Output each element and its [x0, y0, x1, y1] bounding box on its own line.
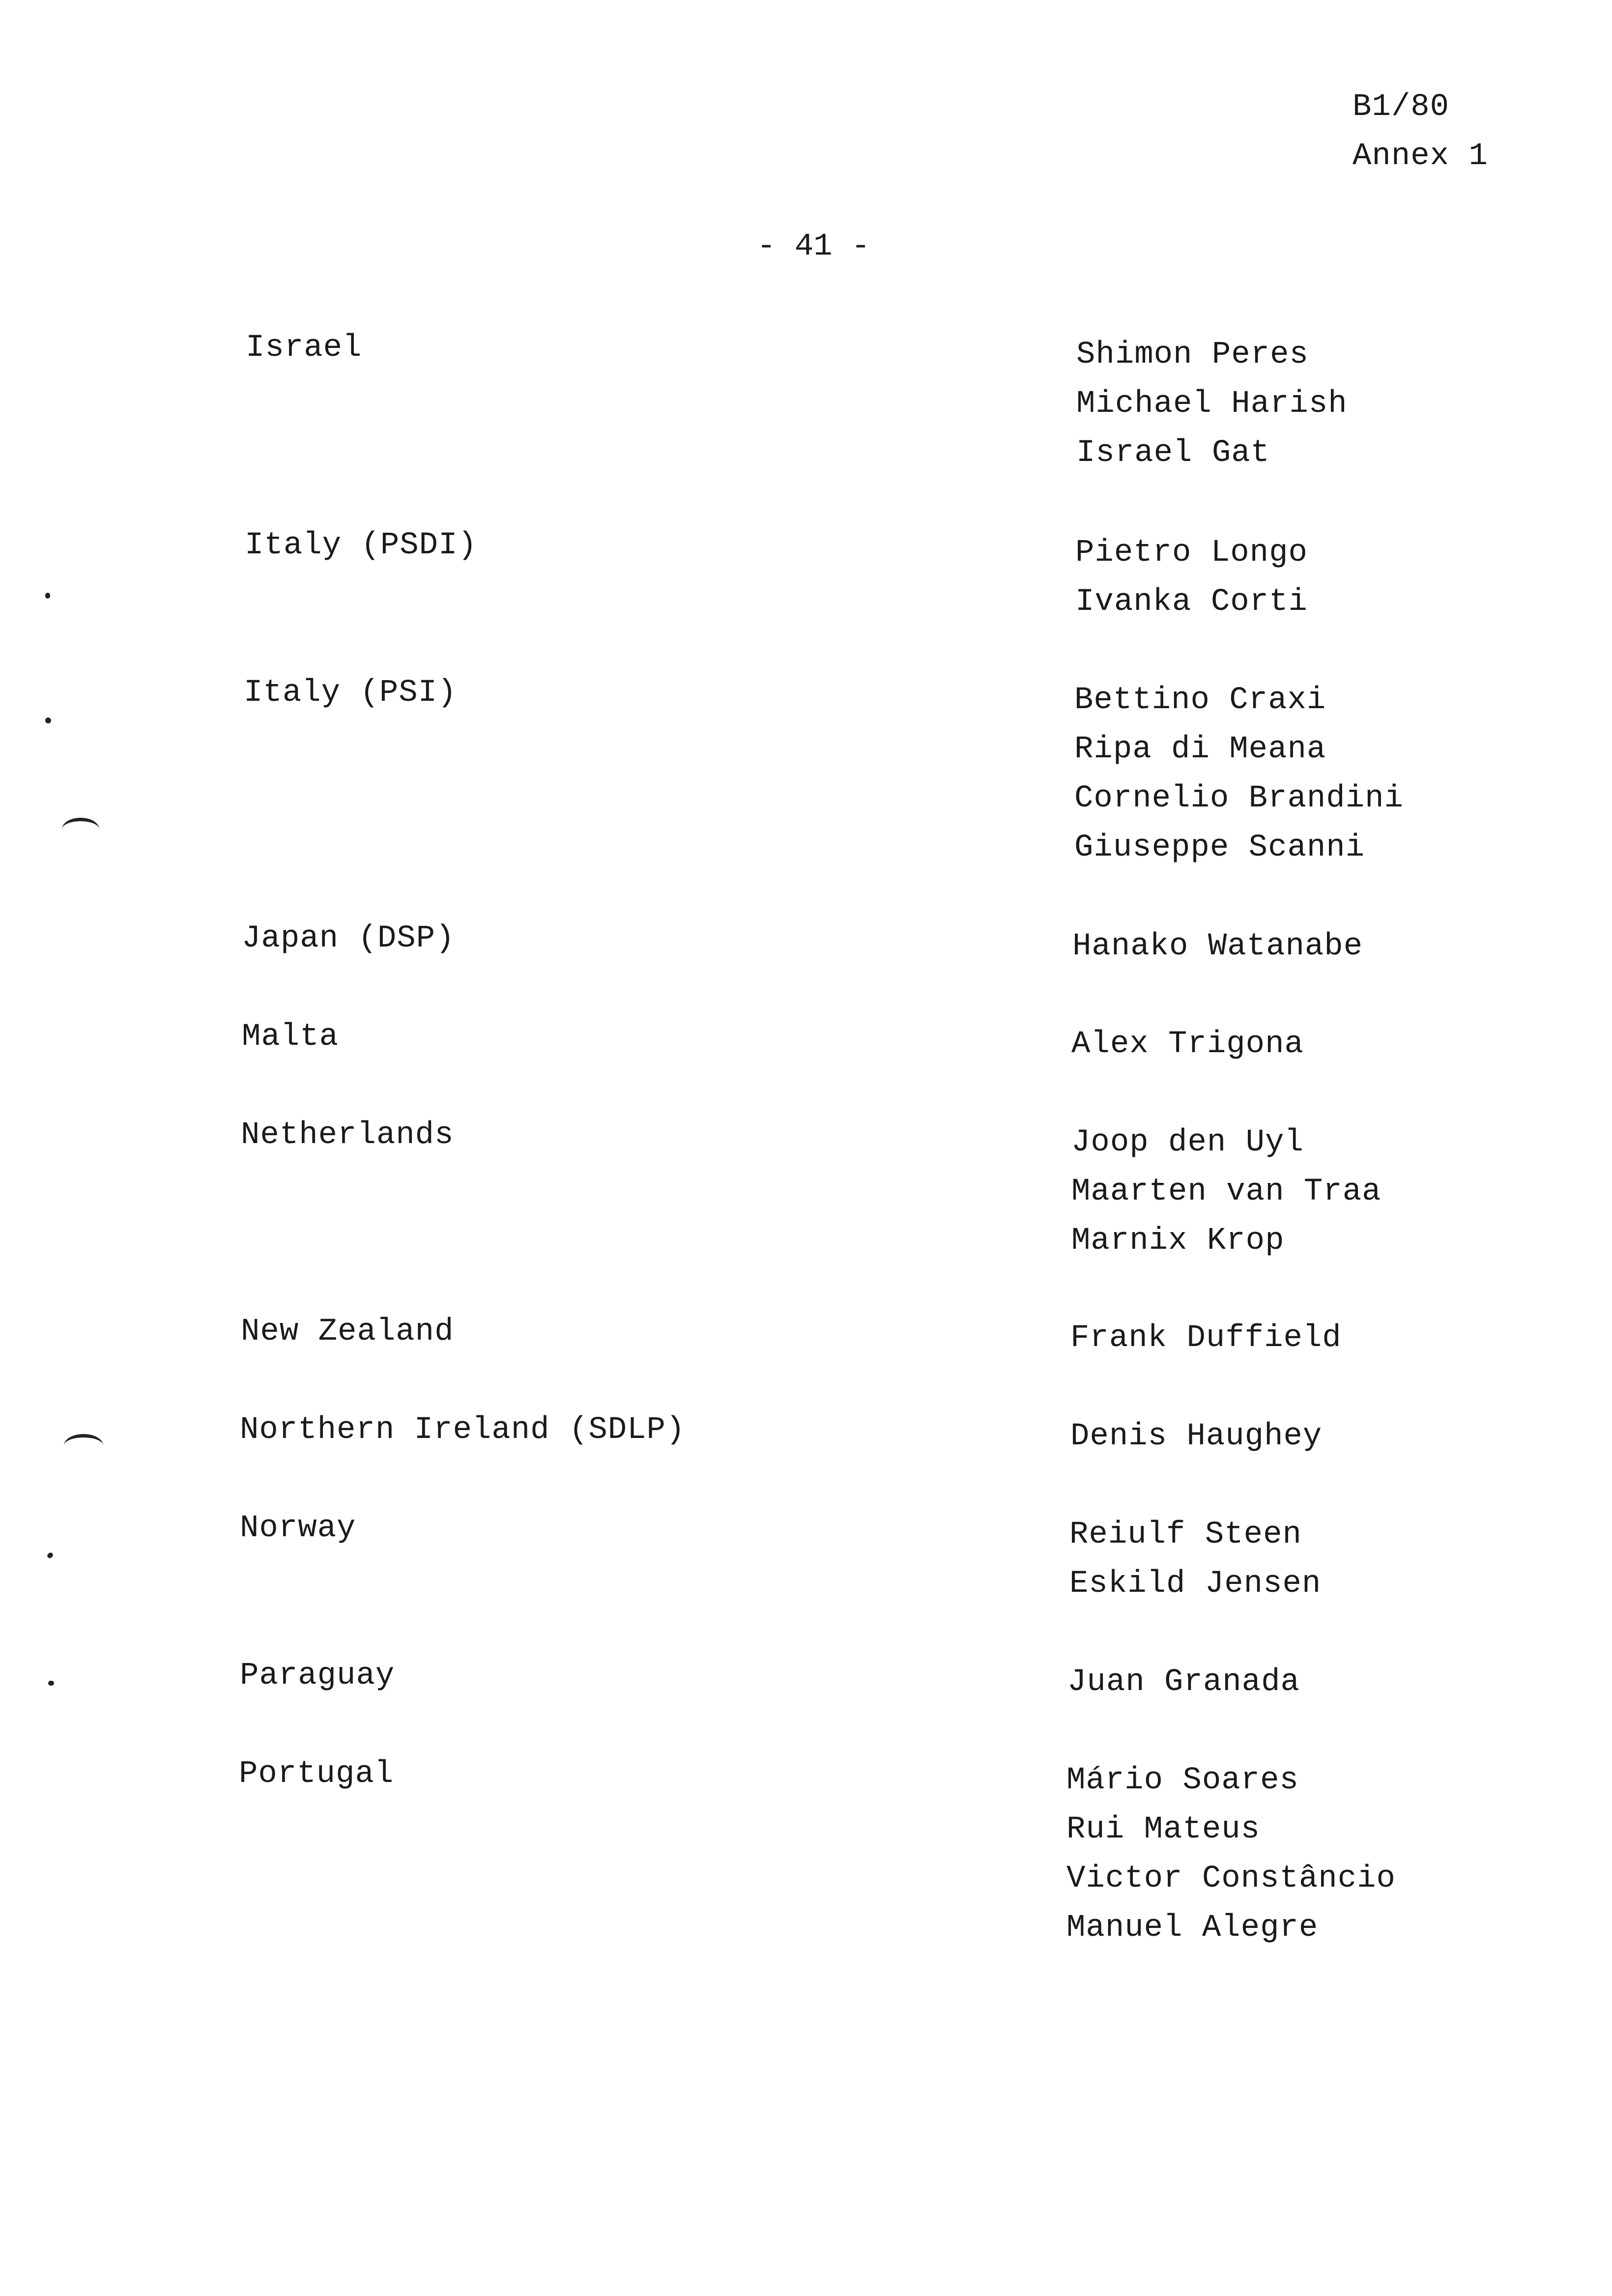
delegate-list — [1076, 330, 1348, 478]
country-name: Northern Ireland (SDLP) — [240, 1412, 686, 1448]
delegate-list — [1074, 676, 1404, 872]
delegate-name: Giuseppe Scanni — [1074, 830, 1365, 865]
delegate-list — [1072, 922, 1363, 971]
scan-mark — [62, 818, 99, 841]
country-name: Italy (PSI) — [244, 675, 457, 711]
country-name: Portugal — [239, 1756, 394, 1792]
country-name: Malta — [242, 1019, 339, 1055]
delegate-name: Bettino Craxi — [1074, 683, 1326, 718]
delegate-name: Alex Trigona — [1071, 1027, 1304, 1062]
delegate-list — [1070, 1412, 1322, 1461]
reference-code: B1/80 — [1353, 89, 1450, 125]
delegate-name: Cornelio Brandini — [1074, 781, 1404, 816]
delegate-list — [1070, 1314, 1342, 1363]
country-name: Norway — [240, 1511, 356, 1546]
delegate-list — [1071, 1020, 1304, 1069]
scan-mark — [48, 1681, 54, 1686]
country-name: Netherlands — [241, 1118, 454, 1153]
delegate-name: Eskild Jensen — [1069, 1566, 1322, 1602]
country-name: New Zealand — [241, 1314, 454, 1349]
country-name: Italy (PSDI) — [245, 528, 477, 563]
delegate-list — [1071, 1118, 1382, 1265]
delegate-name: Marnix Krop — [1071, 1223, 1285, 1259]
country-name: Japan (DSP) — [242, 921, 455, 956]
delegate-name: Shimon Peres — [1076, 337, 1309, 373]
delegate-name: Mário Soares — [1066, 1763, 1299, 1798]
delegate-list — [1069, 1510, 1321, 1608]
page-number: - 41 - — [757, 229, 870, 264]
scan-mark — [45, 593, 50, 599]
scan-mark — [64, 1434, 103, 1457]
delegate-name: Maarten van Traa — [1071, 1174, 1382, 1209]
delegate-name: Reiulf Steen — [1069, 1517, 1302, 1552]
delegate-name: Ripa di Meana — [1074, 732, 1326, 767]
delegate-name: Victor Constâncio — [1066, 1861, 1396, 1896]
annex-label: Annex 1 — [1353, 139, 1488, 174]
delegate-name: Israel Gat — [1076, 435, 1270, 471]
delegate-name: Pietro Longo — [1075, 535, 1308, 571]
delegate-name: Hanako Watanabe — [1072, 929, 1363, 964]
delegate-name: Juan Granada — [1067, 1665, 1300, 1700]
delegate-name: Denis Haughey — [1070, 1419, 1323, 1454]
scan-mark — [45, 718, 51, 723]
delegate-name: Rui Mateus — [1066, 1812, 1261, 1847]
country-name: Paraguay — [240, 1658, 395, 1693]
delegate-list — [1067, 1658, 1300, 1707]
delegate-name: Manuel Alegre — [1066, 1910, 1319, 1946]
delegate-name: Ivanka Corti — [1075, 584, 1308, 620]
country-name: Israel — [246, 330, 362, 366]
delegate-name: Frank Duffield — [1070, 1320, 1342, 1356]
delegate-name: Joop den Uyl — [1071, 1125, 1304, 1160]
delegate-name: Michael Harish — [1076, 386, 1348, 422]
delegate-list — [1066, 1756, 1396, 1952]
delegate-list — [1075, 528, 1308, 627]
